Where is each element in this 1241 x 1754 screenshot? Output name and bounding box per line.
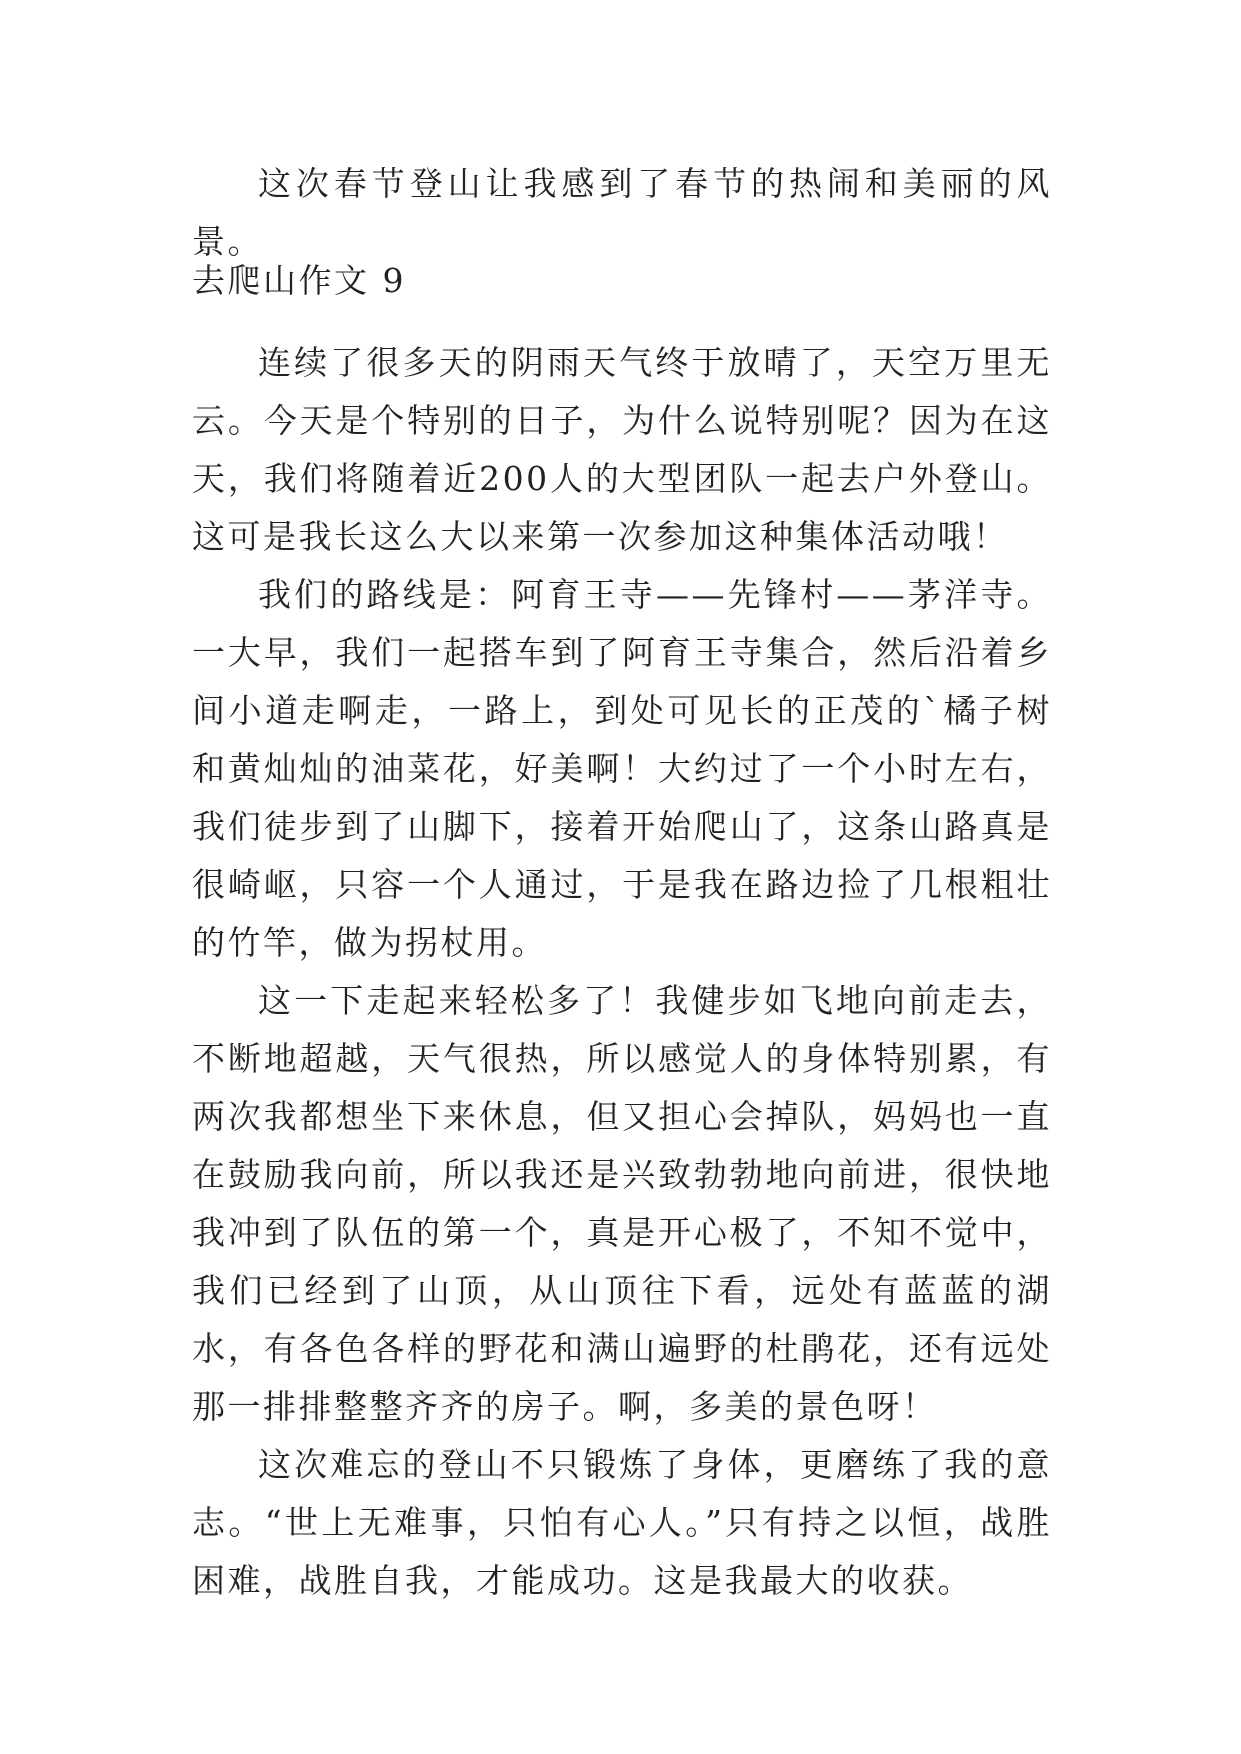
intro-paragraph: 这次春节登山让我感到了春节的热闹和美丽的风景。: [192, 164, 1052, 261]
paragraph-3: 这一下走起来轻松多了！我健步如飞地向前走去，不断地超越，天气很热，所以感觉人的身体特别累，有两次我都想坐下来休息，但又担心会掉队，妈妈也一直在鼓励我向前，所以我还是兴致勃勃地向前进，很快地我冲到了队伍的第一个，真是开心极了，不知不觉中，我们已经到了山顶，从山顶往下看，远处有蓝蓝的湖水，有各色各样的野花和满山遍野的杜鹃花，还有远处那一排排整整齐齐的房子。啊，多美的景色呀！: [192, 981, 1052, 1426]
paragraph-4: 这次难忘的登山不只锻炼了身体，更磨练了我的意志。“世上无难事，只怕有心人。”只有持之以恒，战胜困难，战胜自我，才能成功。这是我最大的收获。: [192, 1445, 1052, 1600]
body-text: [192, 334, 1052, 1610]
paragraph-2: 我们的路线是：阿育王寺——先锋村——茅洋寺。一大早，我们一起搭车到了阿育王寺集合，然后沿着乡间小道走啊走，一路上，到处可见长的正茂的`橘子树和黄灿灿的油菜花，好美啊！大约过了一个小时左右，我们徒步到了山脚下，接着开始爬山了，这条山路真是很崎岖，只容一个人通过，于是我在路边捡了几根粗壮的竹竿，做为拐杖用。: [192, 575, 1052, 962]
heading-block: [192, 252, 1052, 310]
paragraph-1: 连续了很多天的阴雨天气终于放晴了，天空万里无云。今天是个特别的日子，为什么说特别呢？因为在这天，我们将随着近200人的大型团队一起去户外登山。这可是我长这么大以来第一次参加这种集体活动哦！: [192, 343, 1052, 556]
section-title: 去爬山作文 9: [192, 261, 406, 300]
